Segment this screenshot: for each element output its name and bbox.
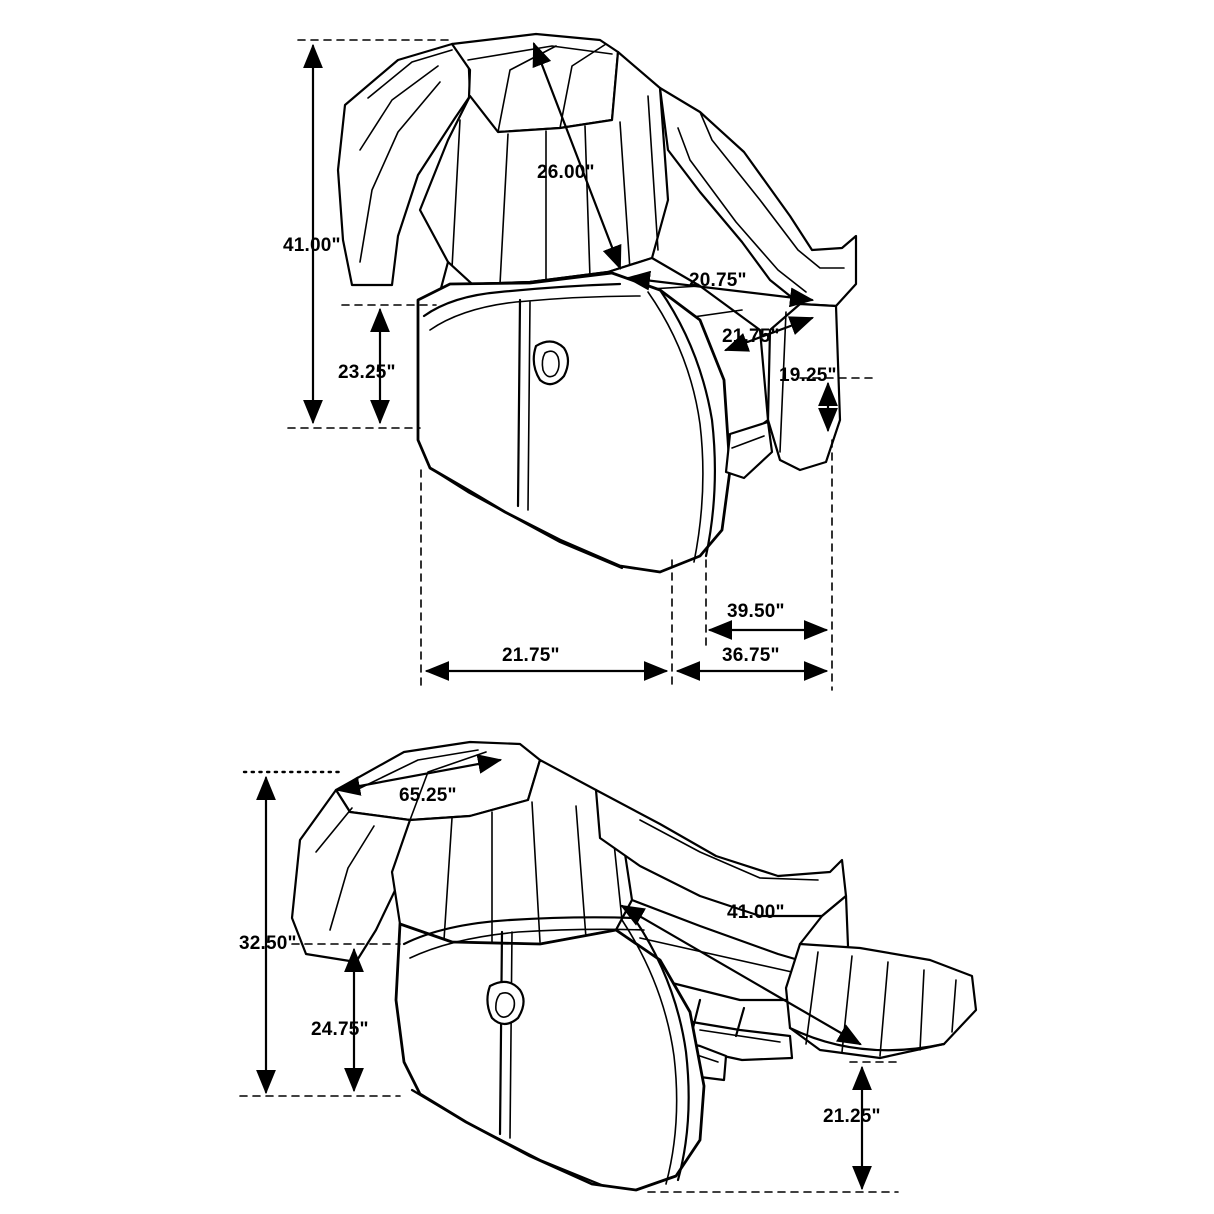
dimension-label-overall-depth: 21.75" xyxy=(502,645,560,666)
dimension-label-arm-height: 23.25" xyxy=(338,362,396,383)
upright-chair-illustration xyxy=(338,34,856,572)
dimension-label-seat-depth-lower: 39.50" xyxy=(727,601,785,622)
dimension-label-overall-height: 41.00" xyxy=(283,235,341,256)
dimension-label-reclined-seat-to-footrest: 41.00" xyxy=(727,902,785,923)
dimension-label-reclined-overall-length: 65.25" xyxy=(399,785,457,806)
dimension-label-seat-back-width: 26.00" xyxy=(537,162,595,183)
dimension-label-overall-width: 36.75" xyxy=(722,645,780,666)
dimension-label-seat-depth: 20.75" xyxy=(689,270,747,291)
dimension-label-reclined-arm-height: 24.75" xyxy=(311,1019,369,1040)
dimension-label-reclined-height: 32.50" xyxy=(239,933,297,954)
dimension-label-footrest-height: 21.25" xyxy=(823,1106,881,1127)
dimension-label-seat-height: 19.25" xyxy=(779,365,837,386)
dimension-label-seat-width-inside: 21.75" xyxy=(722,326,780,347)
